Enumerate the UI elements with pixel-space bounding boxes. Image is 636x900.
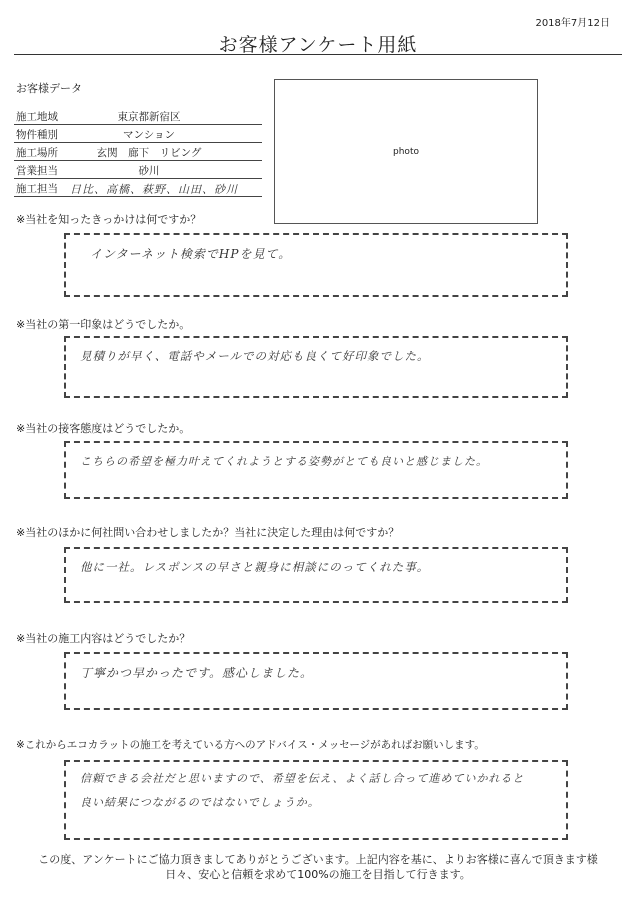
answer-text-4: 他に一社。レスポンスの早さと親身に相談にのってくれた事。 bbox=[80, 560, 430, 574]
answer-text-5: 丁寧かつ早かったです。感心しました。 bbox=[80, 666, 314, 680]
field-label: 施工地域 bbox=[16, 111, 58, 123]
photo-label: photo bbox=[393, 146, 419, 157]
title-divider bbox=[14, 54, 622, 55]
footer-line-2: 日々、安心と信頼を求めて100%の施工を目指して行きます。 bbox=[165, 868, 471, 881]
answer-box-5 bbox=[64, 652, 568, 710]
field-label: 営業担当 bbox=[16, 165, 58, 177]
field-value: 玄関 廊下 リビング bbox=[96, 147, 202, 159]
field-value-handwritten: 日比、高橋、萩野、山田、砂川 bbox=[70, 183, 238, 196]
photo-placeholder bbox=[274, 79, 538, 224]
field-row-property-type bbox=[14, 124, 262, 143]
answer-text-2: 見積りが早く、電話やメールでの対応も良くて好印象でした。 bbox=[80, 349, 430, 363]
answer-text-1: インターネット検索でHPを見て。 bbox=[90, 247, 292, 261]
answer-box-3 bbox=[64, 441, 568, 499]
answer-box-6 bbox=[64, 760, 568, 840]
field-row-location bbox=[14, 142, 262, 161]
question-5: ※当社の施工内容はどうでしたか？ bbox=[16, 632, 191, 645]
question-2: ※当社の第一印象はどうでしたか。 bbox=[16, 318, 191, 331]
page-title: お客様アンケート用紙 bbox=[218, 34, 418, 56]
answer-text-6-line-2: 良い結果につながるのではないでしょうか。 bbox=[80, 796, 320, 809]
field-row-installers bbox=[14, 178, 262, 197]
field-label: 施工場所 bbox=[16, 147, 58, 159]
field-value: 砂川 bbox=[138, 165, 160, 177]
field-row-area bbox=[14, 106, 262, 125]
question-1: ※当社を知ったきっかけは何ですか？ bbox=[16, 213, 202, 226]
answer-text-3: こちらの希望を極力叶えてくれようとする姿勢がとても良いと感じました。 bbox=[80, 455, 488, 468]
field-value: 東京都新宿区 bbox=[117, 111, 181, 123]
question-4: ※当社のほかに何社問い合わせしましたか？当社に決定した理由は何ですか？ bbox=[16, 526, 400, 539]
field-label: 物件種別 bbox=[16, 129, 58, 141]
footer-line-1: この度、アンケートにご協力頂きましてありがとうございます。上記内容を基に、よりお客様に喜んで頂きます様 bbox=[38, 853, 598, 866]
answer-box-4 bbox=[64, 547, 568, 603]
customer-data-heading: お客様データ bbox=[16, 82, 82, 95]
field-label: 施工担当 bbox=[16, 183, 58, 195]
answer-box-2 bbox=[64, 336, 568, 398]
field-value: マンション bbox=[122, 129, 176, 141]
answer-text-6-line-1: 信頼できる会社だと思いますので、希望を伝え、よく話し合って進めていかれると bbox=[80, 772, 525, 785]
question-6: ※これからエコカラットの施工を考えている方へのアドバイス・メッセージがあればお願いします。 bbox=[16, 739, 485, 751]
field-row-sales-rep bbox=[14, 160, 262, 179]
question-3: ※当社の接客態度はどうでしたか。 bbox=[16, 422, 191, 435]
survey-date: 2018年7月12日 bbox=[535, 18, 610, 29]
answer-box-1 bbox=[64, 233, 568, 297]
